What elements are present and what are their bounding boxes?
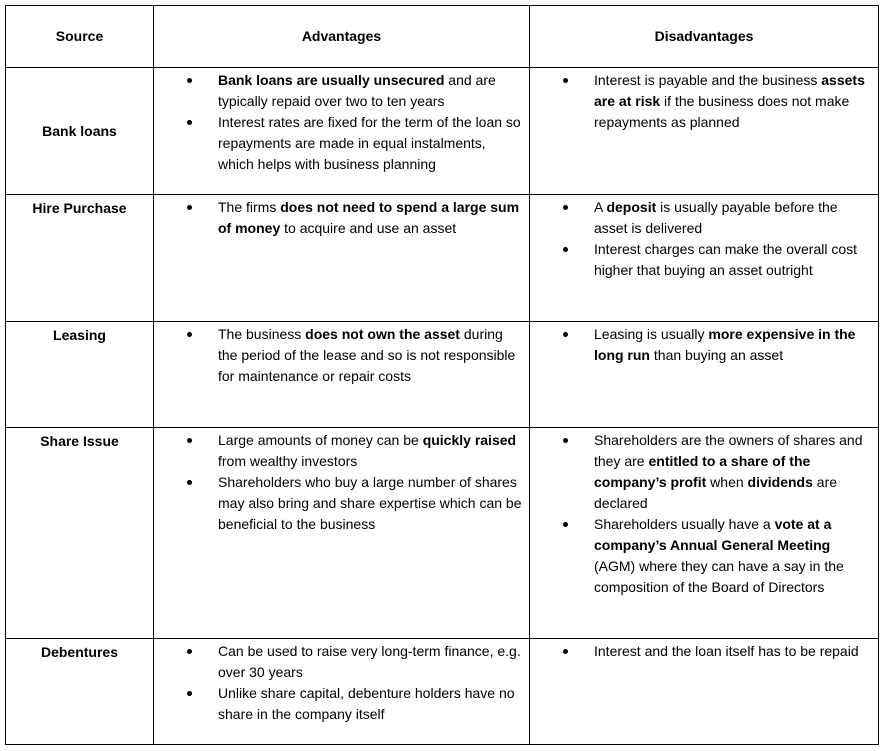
list-item: Bank loans are usually unsecured and are typically repaid over two to ten years bbox=[154, 70, 529, 112]
disadvantages-cell bbox=[530, 639, 879, 745]
list-item: Large amounts of money can be quickly raised from wealthy investors bbox=[154, 430, 529, 472]
bullet-icon bbox=[187, 205, 192, 210]
bullet-icon bbox=[563, 78, 568, 83]
disadvantages-cell bbox=[530, 195, 879, 322]
source-cell: Debentures bbox=[6, 639, 154, 745]
list-item: A deposit is usually payable before the asset is delivered bbox=[530, 197, 878, 239]
list-item: Shareholders usually have a vote at a company’s Annual General Meeting (AGM) where they can have a say in the composition of the Board of Directors bbox=[530, 514, 878, 598]
bullet-icon bbox=[563, 522, 568, 527]
list-item: Interest and the loan itself has to be repaid bbox=[530, 641, 878, 662]
list-item: Interest charges can make the overall cost higher that buying an asset outright bbox=[530, 239, 878, 281]
header-disadvantages: Disadvantages bbox=[530, 6, 879, 68]
list-item: The business does not own the asset during the period of the lease and so is not responsible for maintenance or repair costs bbox=[154, 324, 529, 387]
bullet-icon bbox=[563, 332, 568, 337]
bullet-icon bbox=[563, 649, 568, 654]
list-item: Leasing is usually more expensive in the long run than buying an asset bbox=[530, 324, 878, 366]
table-row bbox=[6, 68, 879, 195]
bullet-icon bbox=[187, 78, 192, 83]
list-item: Interest is payable and the business assets are at risk if the business does not make repayments as planned bbox=[530, 70, 878, 133]
finance-sources-table-wrapper bbox=[5, 5, 879, 745]
bullet-icon bbox=[187, 480, 192, 485]
list-item: The firms does not need to spend a large sum of money to acquire and use an asset bbox=[154, 197, 529, 239]
advantages-cell bbox=[154, 195, 530, 322]
source-cell: Bank loans bbox=[6, 68, 154, 195]
table-row bbox=[6, 195, 879, 322]
bullet-icon bbox=[187, 649, 192, 654]
list-item: Shareholders who buy a large number of shares may also bring and share expertise which can be beneficial to the business bbox=[154, 472, 529, 535]
bullet-icon bbox=[563, 247, 568, 252]
advantages-cell bbox=[154, 428, 530, 639]
header-advantages: Advantages bbox=[154, 6, 530, 68]
table-row bbox=[6, 639, 879, 745]
advantages-cell bbox=[154, 639, 530, 745]
finance-sources-table bbox=[5, 5, 879, 745]
bullet-icon bbox=[187, 332, 192, 337]
bullet-icon bbox=[187, 691, 192, 696]
list-item: Interest rates are fixed for the term of the loan so repayments are made in equal instalments, which helps with business planning bbox=[154, 112, 529, 175]
advantages-cell bbox=[154, 322, 530, 428]
table-row bbox=[6, 322, 879, 428]
disadvantages-cell bbox=[530, 68, 879, 195]
advantages-cell bbox=[154, 68, 530, 195]
bullet-icon bbox=[187, 120, 192, 125]
list-item: Can be used to raise very long-term finance, e.g. over 30 years bbox=[154, 641, 529, 683]
source-cell: Share Issue bbox=[6, 428, 154, 639]
table-row bbox=[6, 428, 879, 639]
source-cell: Hire Purchase bbox=[6, 195, 154, 322]
source-cell: Leasing bbox=[6, 322, 154, 428]
bullet-icon bbox=[563, 438, 568, 443]
bullet-icon bbox=[563, 205, 568, 210]
bullet-icon bbox=[187, 438, 192, 443]
list-item: Unlike share capital, debenture holders have no share in the company itself bbox=[154, 683, 529, 725]
header-source: Source bbox=[6, 6, 154, 68]
header-row bbox=[6, 6, 879, 68]
list-item: Shareholders are the owners of shares and they are entitled to a share of the company’s profit when dividends are declared bbox=[530, 430, 878, 514]
disadvantages-cell bbox=[530, 428, 879, 639]
disadvantages-cell bbox=[530, 322, 879, 428]
